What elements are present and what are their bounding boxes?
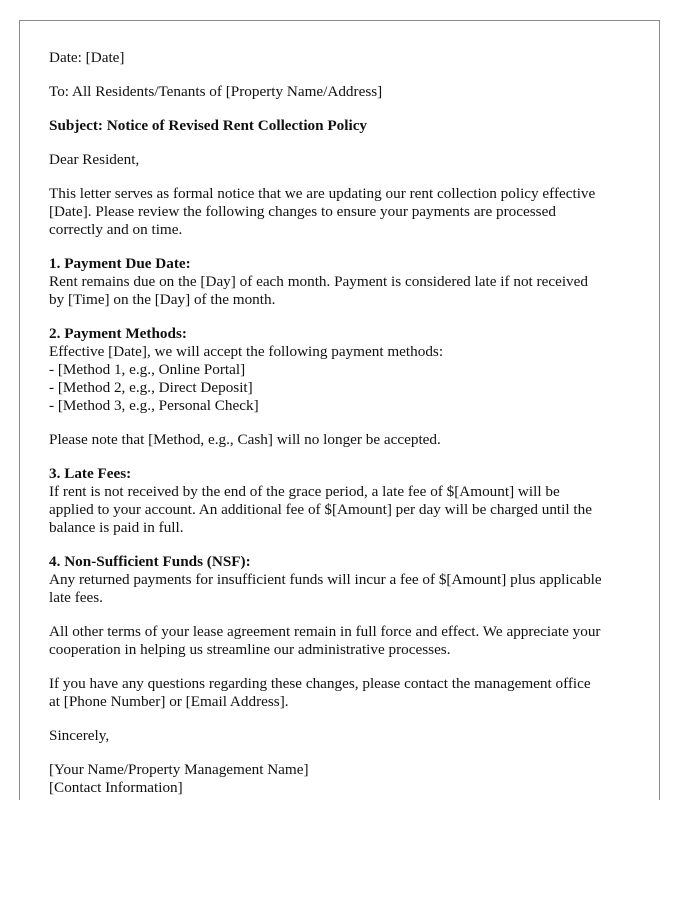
intro-line: correctly and on time.	[49, 221, 183, 238]
date-line: Date: [Date]	[49, 49, 125, 66]
section-late-fees	[49, 465, 639, 537]
list-item: - [Method 1, e.g., Online Portal]	[49, 361, 246, 378]
list-item: - [Method 3, e.g., Personal Check]	[49, 397, 259, 414]
section-heading: 4. Non-Sufficient Funds (NSF):	[49, 553, 251, 570]
signature-contact: [Contact Information]	[49, 779, 183, 796]
questions-line: at [Phone Number] or [Email Address].	[49, 693, 289, 710]
terms-paragraph	[49, 623, 639, 659]
section-line: If rent is not received by the end of the grace period, a late fee of $[Amount] will be	[49, 483, 560, 500]
section-line: Rent remains due on the [Day] of each month. Payment is considered late if not received	[49, 273, 588, 290]
section-payment-due-date	[49, 255, 639, 309]
terms-line: All other terms of your lease agreement remain in full force and effect. We appreciate your	[49, 623, 601, 640]
signature-block	[49, 761, 659, 797]
section-heading: 2. Payment Methods:	[49, 325, 187, 342]
section-nsf	[49, 553, 639, 607]
subject-line: Subject: Notice of Revised Rent Collection Policy	[49, 117, 368, 134]
section-line: Any returned payments for insufficient funds will incur a fee of $[Amount] plus applicable	[49, 571, 602, 588]
section-heading: 1. Payment Due Date:	[49, 255, 191, 272]
terms-line: cooperation in helping us streamline our administrative processes.	[49, 641, 451, 658]
letter-page	[19, 20, 660, 800]
section-heading: 3. Late Fees:	[49, 465, 132, 482]
closing: Sincerely,	[49, 727, 110, 744]
intro-paragraph	[49, 185, 639, 239]
list-item: - [Method 2, e.g., Direct Deposit]	[49, 379, 253, 396]
intro-line: [Date]. Please review the following changes to ensure your payments are processed	[49, 203, 556, 220]
section-payment-methods	[49, 325, 639, 415]
methods-note: Please note that [Method, e.g., Cash] will no longer be accepted.	[49, 431, 441, 448]
questions-paragraph	[49, 675, 639, 711]
section-line: Effective [Date], we will accept the following payment methods:	[49, 343, 444, 360]
intro-line: This letter serves as formal notice that we are updating our rent collection policy effective	[49, 185, 596, 202]
section-line: late fees.	[49, 589, 103, 606]
section-line: applied to your account. An additional fee of $[Amount] per day will be charged until the	[49, 501, 592, 518]
salutation: Dear Resident,	[49, 151, 140, 168]
section-line: balance is paid in full.	[49, 519, 184, 536]
recipient-line: To: All Residents/Tenants of [Property Name/Address]	[49, 83, 383, 100]
questions-line: If you have any questions regarding these changes, please contact the management office	[49, 675, 591, 692]
section-line: by [Time] on the [Day] of the month.	[49, 291, 276, 308]
signature-name: [Your Name/Property Management Name]	[49, 761, 309, 778]
